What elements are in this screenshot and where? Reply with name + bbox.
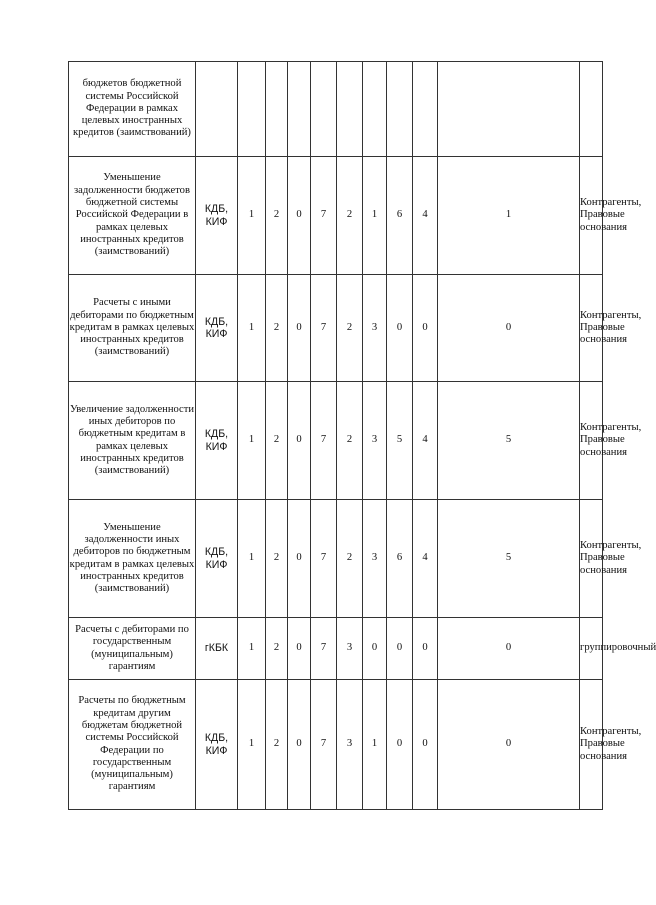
account-digit-cell: 5 bbox=[438, 382, 580, 500]
code-type-cell: КДБ, КИФ bbox=[196, 275, 238, 382]
account-digit-cell bbox=[238, 62, 266, 157]
table-row bbox=[69, 500, 603, 618]
account-digit-cell: 0 bbox=[288, 157, 311, 275]
account-digit-cell bbox=[311, 62, 337, 157]
account-digit-cell bbox=[438, 62, 580, 157]
analytics-cell: группировочный bbox=[580, 618, 603, 680]
code-type-cell: КДБ, КИФ bbox=[196, 500, 238, 618]
account-digit-cell: 3 bbox=[363, 275, 387, 382]
account-digit-cell: 2 bbox=[266, 382, 288, 500]
account-name-cell: Расчеты по бюджетным кредитам другим бюджетам бюджетной системы Российской Федерации по государственным (муниципальным) гарантиям bbox=[69, 680, 196, 810]
analytics-cell: Контрагенты, Правовые основания bbox=[580, 500, 603, 618]
code-type-cell bbox=[196, 62, 238, 157]
account-digit-cell: 4 bbox=[413, 382, 438, 500]
account-digit-cell: 1 bbox=[363, 680, 387, 810]
account-digit-cell: 0 bbox=[438, 618, 580, 680]
account-digit-cell: 1 bbox=[238, 680, 266, 810]
account-digit-cell: 7 bbox=[311, 680, 337, 810]
account-digit-cell: 4 bbox=[413, 157, 438, 275]
account-digit-cell: 2 bbox=[266, 680, 288, 810]
account-name-cell: Расчеты с дебиторами по государственным (муниципальным) гарантиям bbox=[69, 618, 196, 680]
account-digit-cell: 3 bbox=[337, 680, 363, 810]
account-name-cell: Увеличение задолженности иных дебиторов по бюджетным кредитам в рамках целевых иностранных кредитов (заимствований) bbox=[69, 382, 196, 500]
account-digit-cell: 7 bbox=[311, 275, 337, 382]
account-digit-cell: 7 bbox=[311, 500, 337, 618]
account-digit-cell: 6 bbox=[387, 157, 413, 275]
table-row bbox=[69, 157, 603, 275]
account-digit-cell: 5 bbox=[387, 382, 413, 500]
account-digit-cell: 2 bbox=[266, 500, 288, 618]
account-digit-cell: 5 bbox=[438, 500, 580, 618]
account-digit-cell: 0 bbox=[288, 618, 311, 680]
analytics-cell: Контрагенты, Правовые основания bbox=[580, 157, 603, 275]
account-digit-cell: 0 bbox=[438, 275, 580, 382]
account-digit-cell: 2 bbox=[337, 500, 363, 618]
account-digit-cell: 6 bbox=[387, 500, 413, 618]
table-row bbox=[69, 680, 603, 810]
account-digit-cell: 3 bbox=[337, 618, 363, 680]
account-digit-cell: 7 bbox=[311, 382, 337, 500]
table-row bbox=[69, 62, 603, 157]
account-digit-cell: 1 bbox=[238, 382, 266, 500]
account-digit-cell bbox=[363, 62, 387, 157]
code-type-cell: гКБК bbox=[196, 618, 238, 680]
account-digit-cell: 0 bbox=[413, 680, 438, 810]
account-name-cell: Уменьшение задолженности иных дебиторов по бюджетным кредитам в рамках целевых иностранных кредитов (заимствований) bbox=[69, 500, 196, 618]
account-digit-cell bbox=[387, 62, 413, 157]
account-digit-cell: 7 bbox=[311, 157, 337, 275]
analytics-cell: Контрагенты, Правовые основания bbox=[580, 275, 603, 382]
account-digit-cell: 0 bbox=[363, 618, 387, 680]
analytics-cell bbox=[580, 62, 603, 157]
account-digit-cell: 0 bbox=[387, 275, 413, 382]
account-digit-cell: 0 bbox=[288, 275, 311, 382]
account-digit-cell: 1 bbox=[238, 275, 266, 382]
account-digit-cell: 1 bbox=[238, 500, 266, 618]
account-digit-cell: 1 bbox=[438, 157, 580, 275]
account-digit-cell: 2 bbox=[337, 382, 363, 500]
account-digit-cell: 0 bbox=[387, 618, 413, 680]
account-digit-cell: 3 bbox=[363, 382, 387, 500]
account-digit-cell: 0 bbox=[288, 680, 311, 810]
accounts-table bbox=[68, 61, 656, 810]
table-row bbox=[69, 275, 603, 382]
code-type-cell: КДБ, КИФ bbox=[196, 680, 238, 810]
table-row bbox=[69, 382, 603, 500]
account-digit-cell: 0 bbox=[413, 618, 438, 680]
account-digit-cell: 3 bbox=[363, 500, 387, 618]
account-digit-cell bbox=[288, 62, 311, 157]
account-digit-cell: 2 bbox=[266, 157, 288, 275]
account-digit-cell: 1 bbox=[238, 157, 266, 275]
account-digit-cell: 2 bbox=[266, 275, 288, 382]
account-digit-cell: 2 bbox=[337, 275, 363, 382]
account-digit-cell: 7 bbox=[311, 618, 337, 680]
account-name-cell: Расчеты с иными дебиторами по бюджетным кредитам в рамках целевых иностранных кредитов (заимствований) bbox=[69, 275, 196, 382]
account-digit-cell: 4 bbox=[413, 500, 438, 618]
account-digit-cell: 0 bbox=[413, 275, 438, 382]
analytics-cell: Контрагенты, Правовые основания bbox=[580, 382, 603, 500]
account-digit-cell: 0 bbox=[387, 680, 413, 810]
analytics-cell: Контрагенты, Правовые основания bbox=[580, 680, 603, 810]
account-name-cell: бюджетов бюджетной системы Российской Федерации в рамках целевых иностранных кредитов (заимствований) bbox=[69, 62, 196, 157]
account-digit-cell: 0 bbox=[288, 500, 311, 618]
code-type-cell: КДБ, КИФ bbox=[196, 382, 238, 500]
account-digit-cell: 0 bbox=[288, 382, 311, 500]
account-digit-cell: 2 bbox=[337, 157, 363, 275]
account-digit-cell bbox=[413, 62, 438, 157]
account-digit-cell: 0 bbox=[438, 680, 580, 810]
account-digit-cell: 1 bbox=[363, 157, 387, 275]
account-digit-cell: 1 bbox=[238, 618, 266, 680]
account-digit-cell bbox=[337, 62, 363, 157]
table-row bbox=[69, 618, 603, 680]
table-body bbox=[69, 62, 656, 810]
account-name-cell: Уменьшение задолженности бюджетов бюджетной системы Российской Федерации в рамках целевых иностранных кредитов (заимствований) bbox=[69, 157, 196, 275]
code-type-cell: КДБ, КИФ bbox=[196, 157, 238, 275]
account-digit-cell bbox=[266, 62, 288, 157]
account-digit-cell: 2 bbox=[266, 618, 288, 680]
